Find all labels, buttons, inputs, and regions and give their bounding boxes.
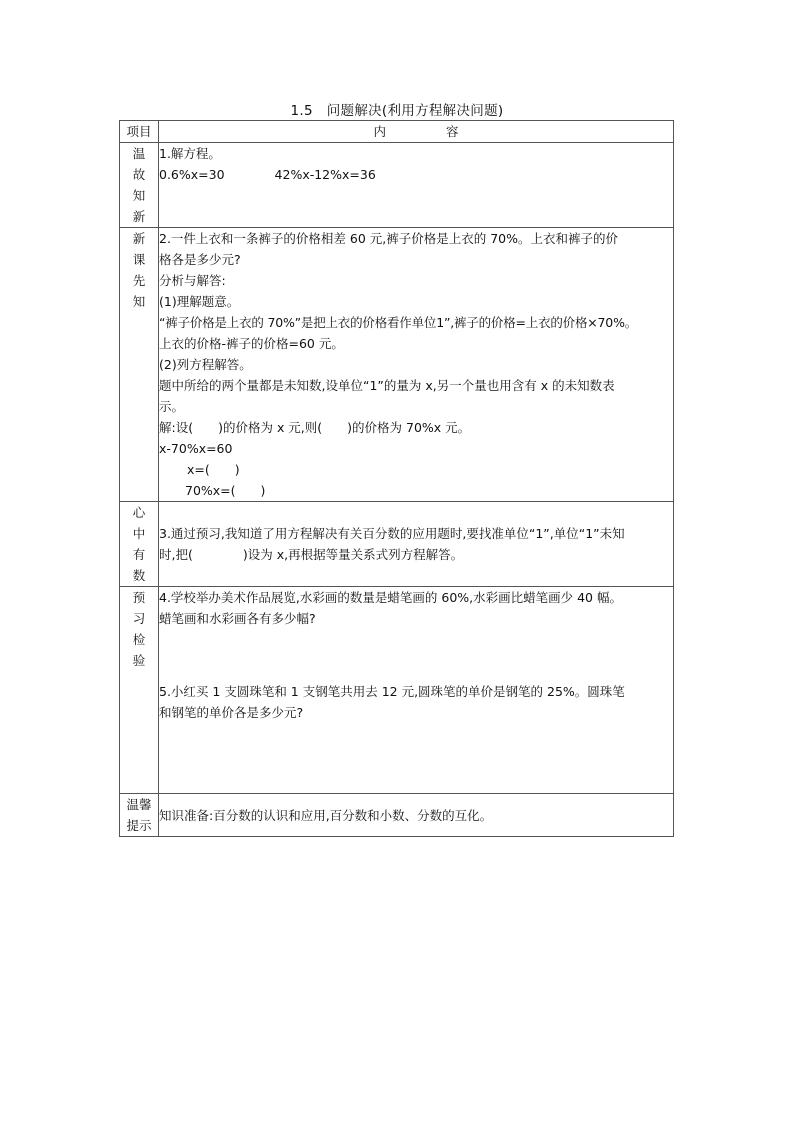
problem-4-line-2: 蜡笔画和水彩画各有多少幅? — [159, 611, 316, 626]
problem-5-line-1: 5.小红买 1 支圆珠笔和 1 支钢笔共用去 12 元,圆珠笔的单价是钢笔的 25%。圆珠笔 — [159, 684, 625, 699]
row-new-lesson — [120, 228, 674, 502]
equation-line-3: 70%x=( ) — [185, 483, 266, 498]
equation-line-2: x=( ) — [187, 462, 240, 477]
step-1-heading: (1)理解题意。 — [159, 294, 240, 309]
row-label-review: 温 故 知 新 — [120, 143, 159, 228]
exercise-1-equations: 0.6%x=30 42%x-12%x=36 — [159, 167, 376, 182]
step-1-text-2: 上衣的价格-裤子的价格=60 元。 — [159, 336, 344, 351]
step-2-text-1: 题中所给的两个量都是未知数,设单位“1”的量为 x,另一个量也用含有 x 的未知数表 — [159, 378, 615, 393]
row-summary — [120, 502, 674, 587]
row-content-preview-check — [159, 587, 674, 794]
problem-5-line-2: 和钢笔的单价各是多少元? — [159, 705, 304, 720]
tips-text: 知识准备:百分数的认识和应用,百分数和小数、分数的互化。 — [159, 807, 493, 823]
row-tips — [120, 794, 674, 837]
row-content-tips — [159, 794, 674, 837]
summary-line-2: 时,把( )设为 x,再根据等量关系式列方程解答。 — [159, 547, 464, 562]
step-2-text-2: 示。 — [159, 399, 185, 414]
row-label-summary: 心 中 有 数 — [120, 502, 159, 587]
problem-4-answer-space — [159, 629, 673, 681]
equation-line-1: x-70%x=60 — [159, 441, 233, 456]
row-label-tips: 温馨 提示 — [120, 794, 159, 837]
header-item: 项目 — [120, 121, 159, 143]
analysis-heading: 分析与解答: — [159, 273, 226, 288]
problem-4-line-1: 4.学校举办美术作品展览,水彩画的数量是蜡笔画的 60%,水彩画比蜡笔画少 40 幅。 — [159, 590, 622, 605]
exercise-1-title: 1.解方程。 — [159, 146, 221, 161]
page-title: 1.5 问题解决(利用方程解决问题) — [290, 103, 504, 119]
row-label-preview-check: 预 习 检 验 — [120, 587, 159, 794]
row-preview-check — [120, 587, 674, 794]
row-label-new-lesson: 新 课 先 知 — [120, 228, 159, 502]
row-content-summary — [159, 502, 674, 587]
header-row — [120, 121, 674, 143]
solution-setup: 解:设( )的价格为 x 元,则( )的价格为 70%x 元。 — [159, 420, 471, 435]
problem-2-line-1: 2.一件上衣和一条裤子的价格相差 60 元,裤子价格是上衣的 70%。上衣和裤子的价 — [159, 231, 619, 246]
summary-line-1: 3.通过预习,我知道了用方程解决有关百分数的应用题时,要找准单位“1”,单位“1”未知 — [159, 526, 625, 541]
row-content-new-lesson — [159, 228, 674, 502]
step-2-heading: (2)列方程解答。 — [159, 357, 252, 372]
header-content: 内 容 — [159, 121, 674, 143]
row-review — [120, 143, 674, 228]
problem-2-line-2: 格各是多少元? — [159, 252, 241, 267]
worksheet-table — [119, 120, 674, 837]
row-content-review — [159, 143, 674, 228]
step-1-text-1: “裤子价格是上衣的 70%”是把上衣的价格看作单位1”,裤子的价格=上衣的价格×70%。 — [159, 315, 638, 330]
